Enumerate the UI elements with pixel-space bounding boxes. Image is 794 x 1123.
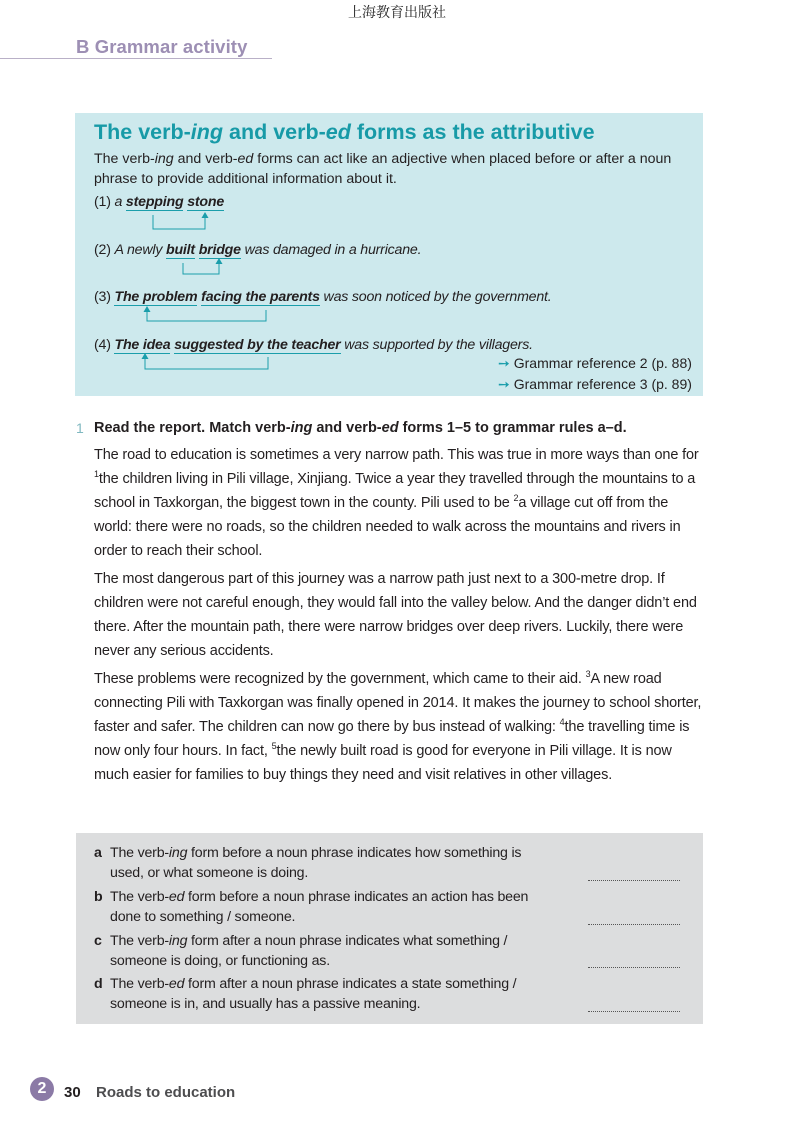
answer-blank-b[interactable]: [588, 923, 680, 925]
grammar-box-title: The verb-ing and verb-ed forms as the attributive: [94, 120, 595, 144]
example-2: (2) A newly built bridge was damaged in a hurricane.: [94, 242, 422, 258]
rule-c: c The verb-ing form after a noun phrase indicates what something / someone is doing, or functioning as.: [94, 933, 508, 969]
example-1: (1) a stepping stone: [94, 194, 225, 210]
arrow-right-icon: ➙: [498, 355, 510, 371]
report-paragraph-3: These problems were recognized by the government, which came to their aid. $^3$A new road connecting Pili with Taxkorgan was finally opened in 2014. It makes the journey to school shorter, faster and safer. The children can now go there by bus instead of walking: $^4$the travelling time is now only four hours. In fact, $^5$the newly built road is good for everyone in Pili village. It is now much easier for families to buy things they need and visit relatives in other villages.: [94, 669, 702, 783]
rule-b: b The verb-ed form before a noun phrase indicates an action has been done to something / someone.: [94, 889, 529, 925]
unit-title: Roads to education: [96, 1084, 236, 1101]
grammar-reference-2[interactable]: ➙ Grammar reference 2 (p. 88): [498, 355, 692, 371]
section-heading: B Grammar activity: [76, 36, 248, 57]
grammar-reference-3[interactable]: ➙ Grammar reference 3 (p. 89): [498, 376, 692, 392]
task-number: 1: [76, 420, 84, 436]
unit-badge: 2: [30, 1077, 54, 1101]
answer-blank-a[interactable]: [588, 879, 680, 881]
example-3: (3) The problem facing the parents was soon noticed by the government.: [94, 289, 552, 305]
report-paragraph-2: The most dangerous part of this journey was a narrow path just next to a 300-metre drop. If children were not careful enough, they would fall into the valley below. And the danger didn’t end there. After the mountain path, there were narrow bridges over deep rivers. Luckily, there were never any serious accidents.: [94, 571, 697, 659]
publisher-name: 上海教育出版社: [348, 5, 446, 21]
arrow-right-icon: ➙: [498, 376, 510, 392]
report-paragraph-1: The road to education is sometimes a very narrow path. This was true in more ways than one for $^1$the children living in Pili village, Xinjiang. Twice a year they travelled through the mountains to a school in Taxkorgan, the biggest town in the county. Pili used to be $^2$a village cut off from the world: there were no roads, so the children needed to walk across the mountains and rivers in order to reach their school.: [94, 447, 699, 559]
example-4: (4) The idea suggested by the teacher was supported by the villagers.: [94, 337, 533, 353]
answer-blank-d[interactable]: [588, 1010, 680, 1012]
heading-rule: [0, 58, 272, 59]
rule-d: d The verb-ed form after a noun phrase indicates a state something / someone is in, and usually has a passive meaning.: [94, 976, 517, 1012]
answer-blank-c[interactable]: [588, 966, 680, 968]
page-number: 30: [64, 1084, 81, 1101]
task-instruction: Read the report. Match verb-ing and verb-ed forms 1–5 to grammar rules a–d.: [94, 420, 627, 436]
grammar-box-intro: The verb-ing and verb-ed forms can act like an adjective when placed before or after a noun phrase to provide additional information about it.: [94, 151, 672, 187]
rule-a: a The verb-ing form before a noun phrase indicates how something is used, or what someone is doing.: [94, 845, 522, 881]
report-text: [94, 443, 706, 791]
